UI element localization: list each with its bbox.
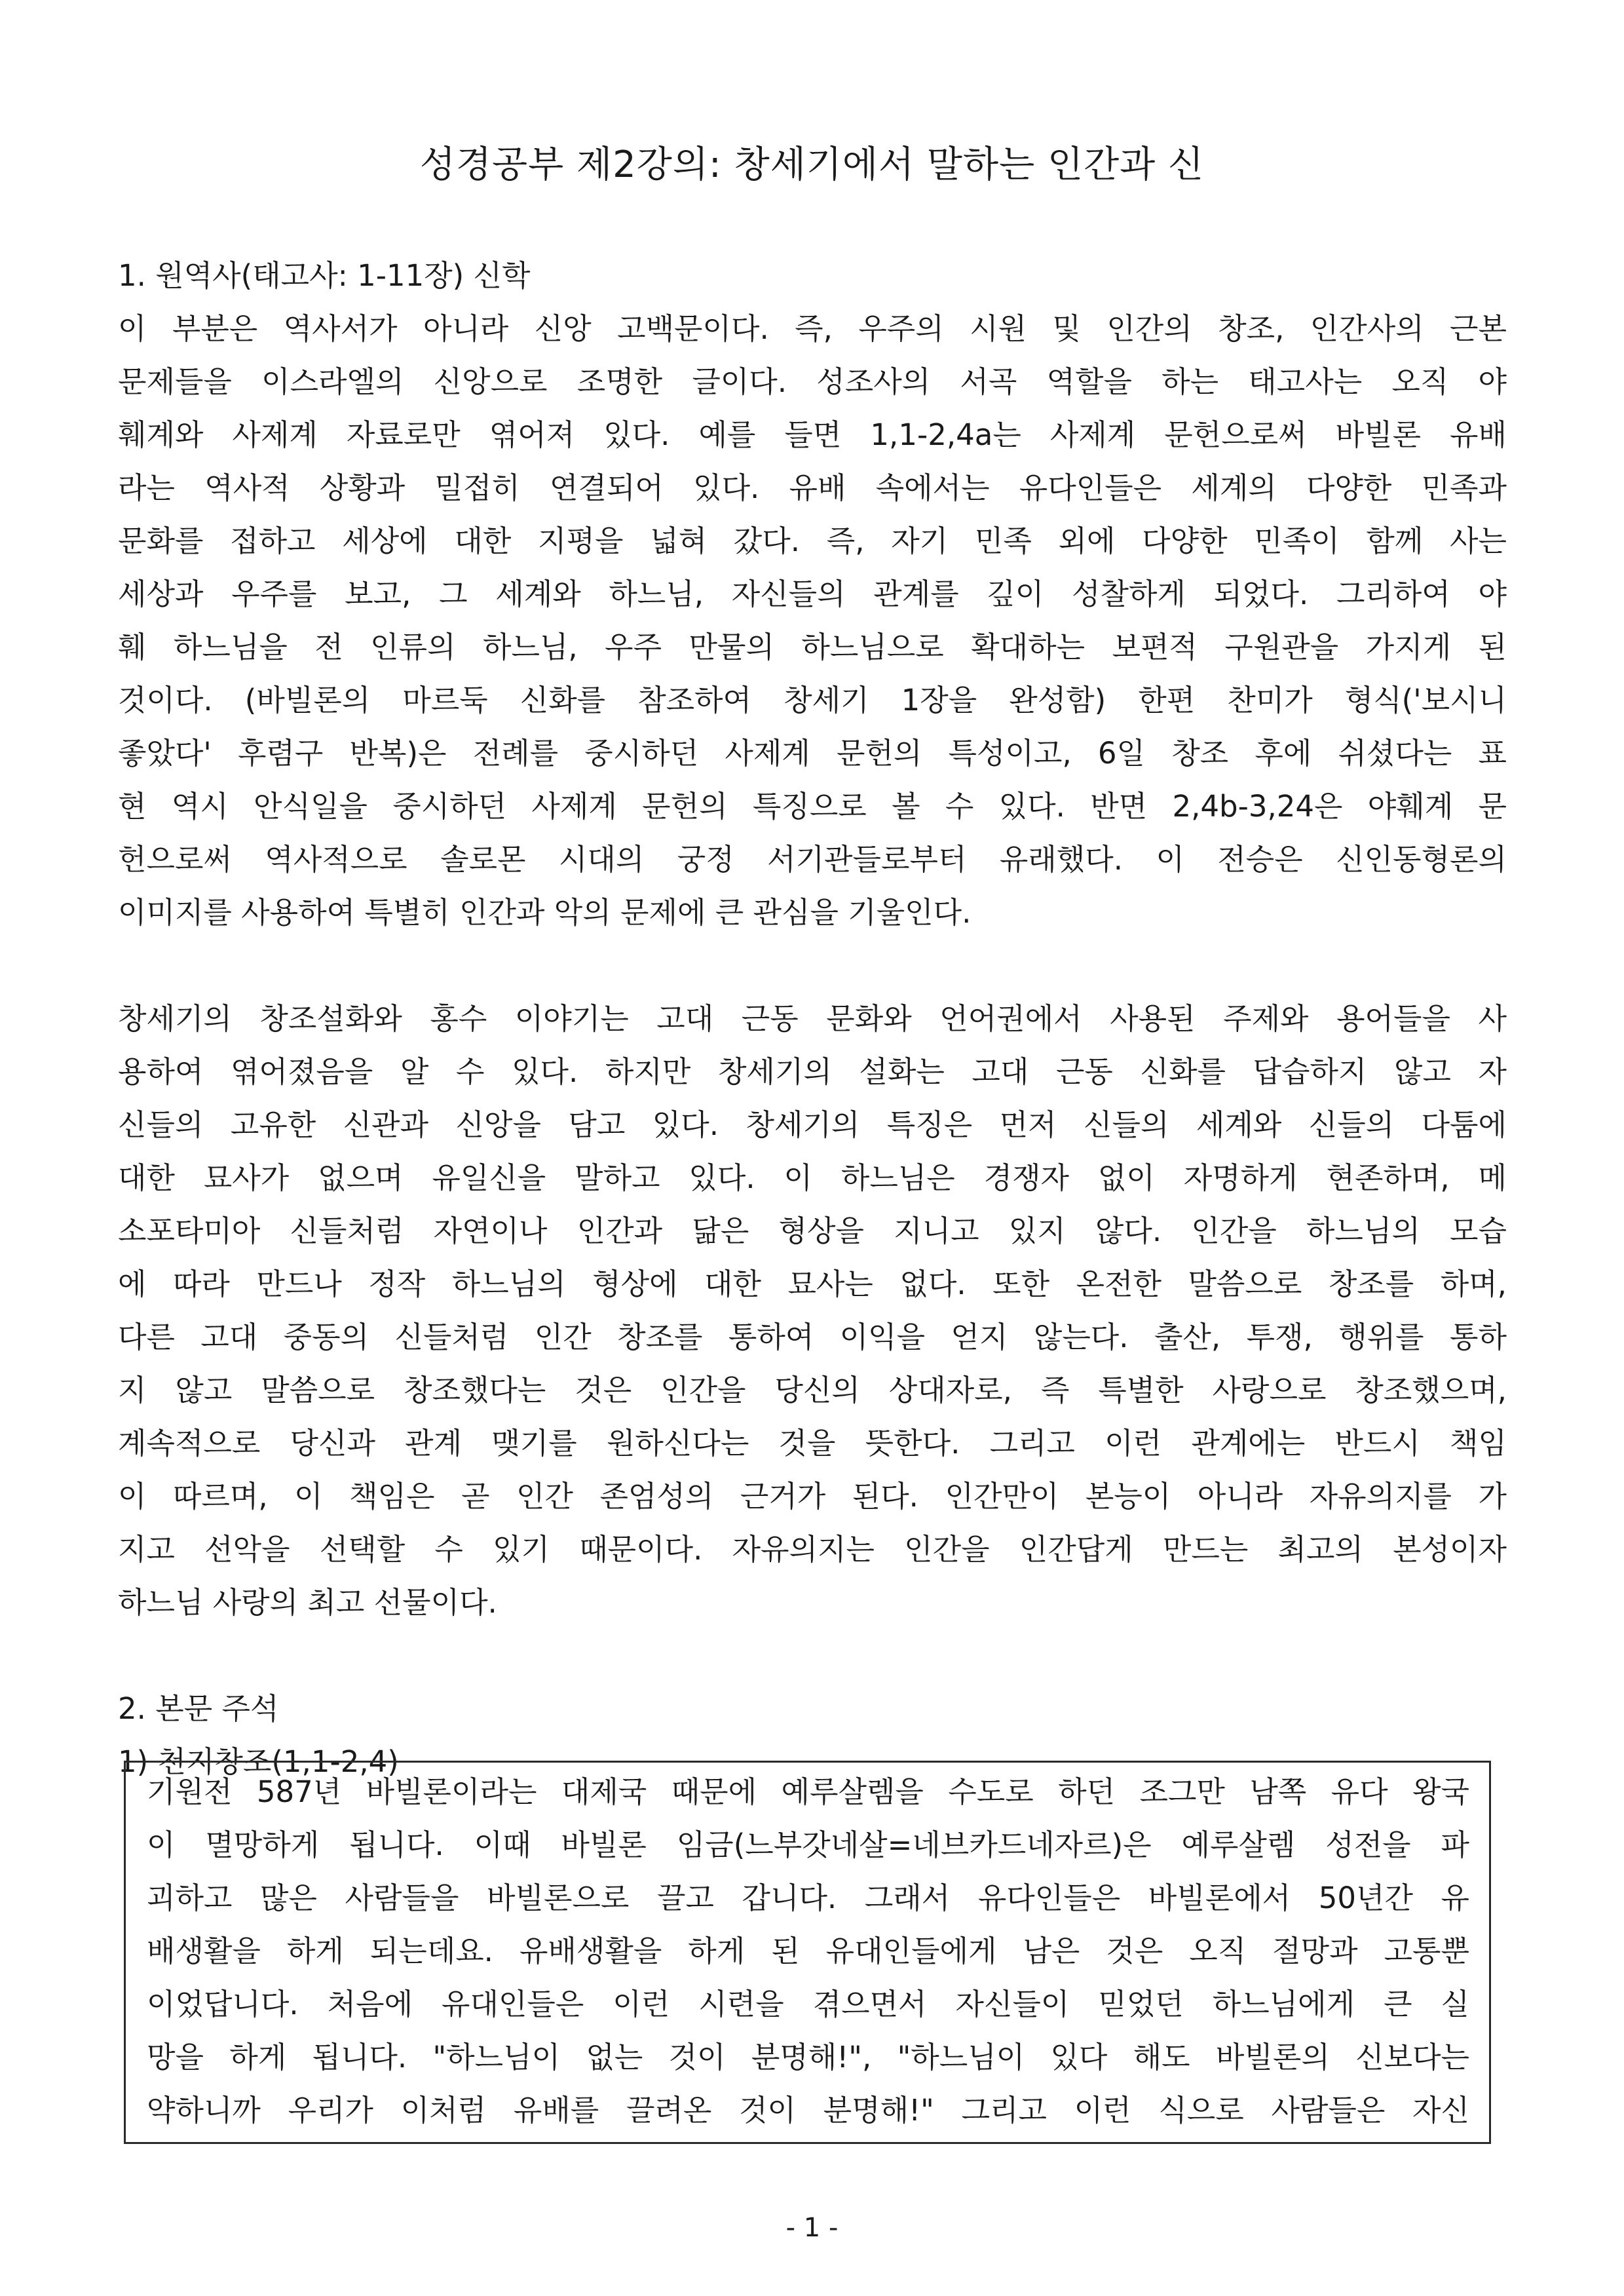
- section-heading-2: 2. 본문 주석: [118, 1691, 279, 1726]
- paragraph-line: 현 역시 안식일을 중시하던 사제계 문헌의 특징으로 볼 수 있다. 반면 2,4b-3,24은 야훼계 문: [118, 789, 1507, 824]
- paragraph-line: 지고 선악을 선택할 수 있기 때문이다. 자유의지는 인간을 인간답게 만드는 최고의 본성이자: [118, 1532, 1507, 1567]
- paragraph-line: 에 따라 만드나 정작 하느님의 형상에 대한 묘사는 없다. 또한 온전한 말씀으로 창조를 하며,: [118, 1267, 1507, 1301]
- paragraph-line: 지 않고 말씀으로 창조했다는 것은 인간을 당신의 상대자로, 즉 특별한 사랑으로 창조했으며,: [118, 1373, 1507, 1407]
- box-line: 괴하고 많은 사람들을 바빌론으로 끌고 갑니다. 그래서 유다인들은 바빌론에서 50년간 유: [147, 1881, 1469, 1915]
- paragraph-line: 대한 묘사가 없으며 유일신을 말하고 있다. 이 하느님은 경쟁자 없이 자명하게 현존하며, 메: [118, 1160, 1507, 1195]
- paragraph-spacer: [118, 939, 1507, 992]
- paragraph-2: [118, 992, 1507, 1629]
- paragraph-line: 신들의 고유한 신관과 신앙을 담고 있다. 창세기의 특징은 먼저 신들의 세계와 신들의 다툼에: [118, 1107, 1507, 1142]
- document-body: [118, 249, 1507, 1788]
- paragraph-line: 헌으로써 역사적으로 솔로몬 시대의 궁정 서기관들로부터 유래했다. 이 전승은 신인동형론의: [118, 842, 1507, 877]
- box-line: 망을 하게 됩니다. "하느님이 없는 것이 분명해!", "하느님이 있다 해도 바빌론의 신보다는: [147, 2040, 1469, 2075]
- paragraph-line: 것이다. (바빌론의 마르둑 신화를 참조하여 창세기 1장을 완성함) 한편 찬미가 형식('보시니: [118, 683, 1507, 718]
- paragraph-line: 훼계와 사제계 자료로만 엮어져 있다. 예를 들면 1,1-2,4a는 사제계 문헌으로써 바빌론 유배: [118, 417, 1507, 452]
- paragraph-line: 계속적으로 당신과 관계 맺기를 원하신다는 것을 뜻한다. 그리고 이런 관계에는 반드시 책임: [118, 1426, 1507, 1461]
- section-heading-1: 1. 원역사(태고사: 1-11장) 신학: [118, 258, 531, 293]
- paragraph-line: 하느님 사랑의 최고 선물이다.: [118, 1585, 497, 1620]
- paragraph-line: 좋았다' 후렴구 반복)은 전례를 중시하던 사제계 문헌의 특성이고, 6일 창조 후에 쉬셨다는 표: [118, 736, 1507, 771]
- paragraph-line: 문화를 접하고 세상에 대한 지평을 넓혀 갔다. 즉, 자기 민족 외에 다양한 민족이 함께 사는: [118, 524, 1507, 558]
- bordered-text-box: [124, 1761, 1491, 2144]
- subsection-heading: 1) 천지창조(1,1-2,4): [118, 1744, 399, 1779]
- paragraph-line: 이 부분은 역사서가 아니라 신앙 고백문이다. 즉, 우주의 시원 및 인간의 창조, 인간사의 근본: [118, 311, 1507, 346]
- paragraph-spacer: [118, 1629, 1507, 1682]
- paragraph-line: 용하여 엮어졌음을 알 수 있다. 하지만 창세기의 설화는 고대 근동 신화를 답습하지 않고 자: [118, 1054, 1507, 1089]
- page-number: - 1 -: [785, 2213, 839, 2243]
- paragraph-line: 세상과 우주를 보고, 그 세계와 하느님, 자신들의 관계를 깊이 성찰하게 되었다. 그리하여 야: [118, 577, 1507, 611]
- paragraph-line: 이미지를 사용하여 특별히 인간과 악의 문제에 큰 관심을 기울인다.: [118, 895, 972, 930]
- paragraph-line: 창세기의 창조설화와 홍수 이야기는 고대 근동 문화와 언어권에서 사용된 주제와 용어들을 사: [118, 1001, 1507, 1036]
- box-line: 약하니까 우리가 이처럼 유배를 끌려온 것이 분명해!" 그리고 이런 식으로 사람들은 자신: [147, 2093, 1469, 2128]
- box-line: 기원전 587년 바빌론이라는 대제국 때문에 예루살렘을 수도로 하던 조그만 남쪽 유다 왕국: [147, 1774, 1469, 1809]
- paragraph-line: 문제들을 이스라엘의 신앙으로 조명한 글이다. 성조사의 서곡 역할을 하는 태고사는 오직 야: [118, 364, 1507, 399]
- box-line: 이었답니다. 처음에 유대인들은 이런 시련을 겪으면서 자신들이 믿었던 하느님에게 큰 실: [147, 1987, 1469, 2021]
- page-title: 성경공부 제2강의: 창세기에서 말하는 인간과 신: [419, 144, 1205, 186]
- paragraph-line: 소포타미아 신들처럼 자연이나 인간과 닮은 형상을 지니고 있지 않다. 인간을 하느님의 모습: [118, 1214, 1507, 1248]
- paragraph-line: 이 따르며, 이 책임은 곧 인간 존엄성의 근거가 된다. 인간만이 본능이 아니라 자유의지를 가: [118, 1479, 1507, 1514]
- box-line: 이 멸망하게 됩니다. 이때 바빌론 임금(느부갓네살=네브카드네자르)은 예루살렘 성전을 파: [147, 1827, 1469, 1862]
- paragraph-line: 훼 하느님을 전 인류의 하느님, 우주 만물의 하느님으로 확대하는 보편적 구원관을 가지게 된: [118, 630, 1507, 664]
- paragraph-1: [118, 302, 1507, 939]
- paragraph-line: 라는 역사적 상황과 밀접히 연결되어 있다. 유배 속에서는 유다인들은 세계의 다양한 민족과: [118, 470, 1507, 505]
- paragraph-line: 다른 고대 중동의 신들처럼 인간 창조를 통하여 이익을 얻지 않는다. 출산, 투쟁, 행위를 통하: [118, 1320, 1507, 1354]
- box-line: 배생활을 하게 되는데요. 유배생활을 하게 된 유대인들에게 남은 것은 오직 절망과 고통뿐: [147, 1934, 1469, 1968]
